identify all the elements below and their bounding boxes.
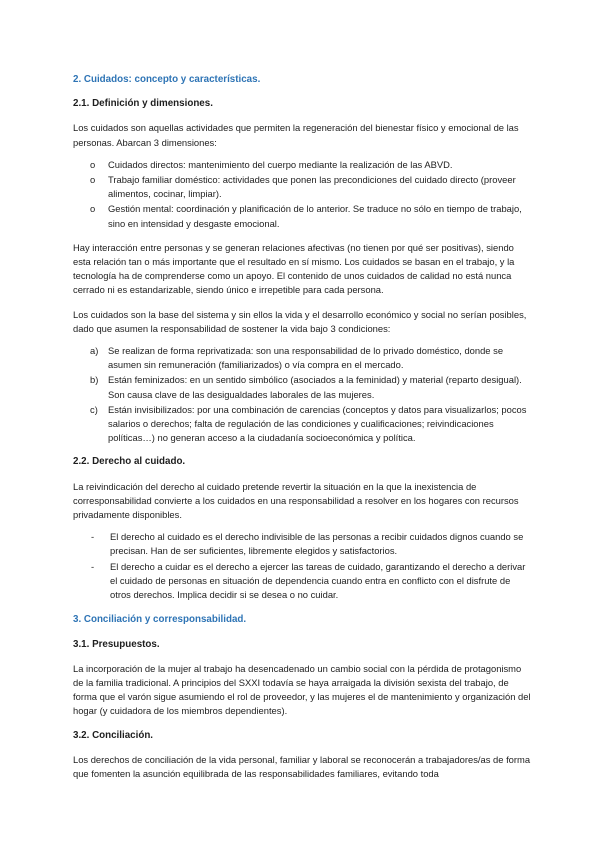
list-item-text: Están invisibilizados: por una combinación de carencias (conceptos y datos para visualizarlos; pocos salarios o derechos; falta de regulación de las condiciones y cualificaciones; reivindicaciones políticas…) no generan acceso a la ciudadanía socioeconómica y política. — [108, 403, 527, 444]
section-2-1-heading: 2.1. Definición y dimensiones. — [73, 98, 213, 110]
list-item — [73, 373, 533, 401]
section-3-2-heading: 3.2. Conciliación. — [73, 729, 154, 741]
list-item — [73, 202, 533, 230]
document-page — [73, 62, 533, 781]
list-item-text: Se realizan de forma reprivatizada: son una responsabilidad de lo privado doméstico, donde se asumen sin remuneración (familiarizados) o vía compra en el mercado. — [108, 345, 504, 371]
dash-marker: - — [91, 560, 95, 572]
section-2-1-intro: Los cuidados son aquellas actividades que permiten la regeneración del bienestar físico y emocional de las personas. Abarcan 3 dimensiones: — [73, 122, 519, 148]
section-3-1-paragraph: La incorporación de la mujer al trabajo ha desencadenado un cambio social con la pérdida de protagonismo de la familia tradicional. A principios del SXXI todavía se haya arraigada la división sexista del trabajo, de forma que el varón sigue asumiendo el rol de proveedor, y las mujeres el de mantenimiento y organización del hogar (y cuidadora de los miembros dependientes). — [73, 662, 531, 717]
letter-marker: a) — [90, 345, 99, 357]
list-item — [73, 560, 533, 603]
section-3-heading: 3. Conciliación y corresponsabilidad. — [73, 614, 247, 626]
section-2-1-paragraph-3: Los cuidados son la base del sistema y sin ellos la vida y el desarrollo económico y social no serían posibles, dado que asumen la responsabilidad de sostener la vida bajo 3 condiciones: — [73, 308, 527, 334]
bullet-marker: o — [90, 174, 96, 186]
list-item-text: Gestión mental: coordinación y planificación de lo anterior. Se traduce no sólo en tiempo de trabajo, sino en intensidad y desgaste emocional. — [108, 203, 522, 229]
section-2-2-paragraph: La reivindicación del derecho al cuidado pretende revertir la situación en la que la inexistencia de corresponsabilidad convierte a los cuidados en una responsabilidad a resolver en los hogares con recursos privadamente disponibles. — [73, 480, 519, 521]
list-item — [73, 173, 533, 201]
section-2-heading: 2. Cuidados: concepto y características. — [73, 74, 261, 85]
list-item — [73, 530, 533, 558]
list-item-text: El derecho al cuidado es el derecho indivisible de las personas a recibir cuidados dignos cuando se precisan. Han de ser suficientes, libremente elegidos y satisfactorios. — [110, 531, 524, 557]
list-item-text: Están feminizados: en un sentido simbólico (asociados a la feminidad) y material (reparto desigual). Son causa clave de las desigualdades laborales de las mujeres. — [108, 374, 522, 400]
list-item — [73, 158, 533, 172]
dimensions-list — [73, 158, 533, 231]
bullet-marker: o — [90, 203, 96, 215]
section-3-1-heading: 3.1. Presupuestos. — [73, 638, 160, 650]
letter-marker: b) — [90, 374, 99, 386]
letter-marker: c) — [90, 403, 98, 415]
rights-list — [73, 530, 533, 602]
conditions-list — [73, 344, 533, 445]
bullet-marker: o — [90, 158, 96, 170]
section-2-1-paragraph-2: Hay interacción entre personas y se generan relaciones afectivas (no tienen por qué ser positivas), siendo esta relación tan o más importante que el resultado en sí mismo. Los cuidados se basan en el trabajo, y la tecnología ha de comprenderse como un apoyo. El contenido de unos cuidados de calidad no está nunca cerrado ni es estandarizable, siendo único e irrepetible para cada persona. — [73, 241, 515, 296]
list-item-text: El derecho a cuidar es el derecho a ejercer las tareas de cuidado, garantizando el derecho a derivar el cuidado de personas en situación de dependencia cuando entra en conflicto con el disfrute de otros derechos. Implica decidir si se desea o no cuidar. — [110, 560, 526, 601]
list-item — [73, 344, 533, 372]
list-item-text: Cuidados directos: mantenimiento del cuerpo mediante la realización de las ABVD. — [108, 158, 453, 170]
section-3-2-paragraph: Los derechos de conciliación de la vida personal, familiar y laboral se reconocerán a trabajadores/as de forma que fomenten la asunción equilibrada de las responsabilidades familiares, evitando toda — [73, 753, 531, 779]
list-item — [73, 403, 533, 446]
section-2-2-heading: 2.2. Derecho al cuidado. — [73, 456, 186, 468]
dash-marker: - — [91, 531, 95, 543]
list-item-text: Trabajo familiar doméstico: actividades que ponen las precondiciones del cuidado directo (proveer alimentos, cocinar, limpiar). — [108, 174, 516, 200]
